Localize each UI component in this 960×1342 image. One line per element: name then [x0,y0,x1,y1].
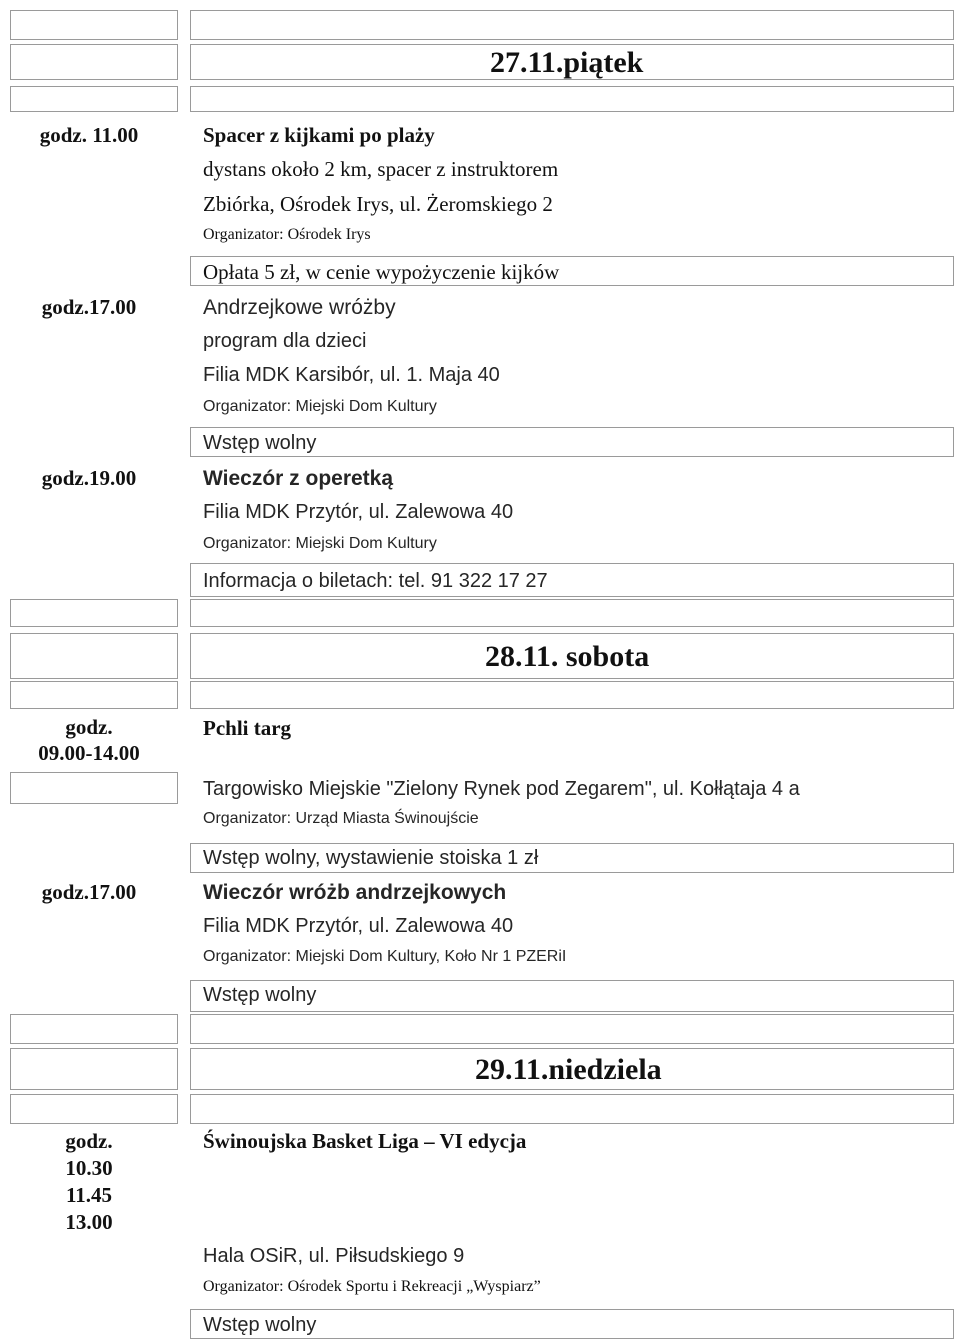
grid-cell [10,1014,178,1044]
event-time: 09.00-14.00 [38,741,140,765]
event-time: godz.17.00 [41,880,137,904]
event-organizer: Organizator: Urząd Miasta Świnoujście [203,810,479,827]
event-time: godz. 11.00 [39,123,139,147]
event-organizer: Organizator: Miejski Dom Kultury [203,398,437,415]
grid-cell [10,1094,178,1124]
event-description: program dla dzieci [203,330,367,352]
event-organizer: Organizator: Miejski Dom Kultury, Koło Nr 1 PZERiI [203,948,567,965]
event-organizer: Organizator: Ośrodek Sportu i Rekreacji „Wyspiarz” [203,1278,541,1295]
event-location: Filia MDK Przytór, ul. Zalewowa 40 [203,915,514,937]
day-heading: 27.11.piątek [490,46,644,79]
event-organizer: Organizator: Miejski Dom Kultury [203,535,437,552]
event-time: 11.45 [65,1183,113,1207]
event-entry: Wstęp wolny, wystawienie stoiska 1 zł [203,847,539,869]
event-location: Targowisko Miejskie "Zielony Rynek pod Zegarem", ul. Kołłątaja 4 a [203,778,800,800]
day-heading: 29.11.niedziela [475,1053,662,1086]
event-entry: Wstęp wolny [203,984,317,1006]
grid-cell [10,10,178,40]
event-time: godz. [65,715,113,739]
grid-cell [190,86,954,112]
event-location: Zbiórka, Ośrodek Irys, ul. Żeromskiego 2 [203,192,553,216]
event-time: 13.00 [65,1210,113,1234]
event-title: Wieczór wróżb andrzejkowych [203,881,507,904]
event-title: Świnoujska Basket Liga – VI edycja [203,1129,527,1153]
grid-cell [10,86,178,112]
grid-cell [10,681,178,709]
day-heading: 28.11. sobota [485,640,650,673]
event-entry: Opłata 5 zł, w cenie wypożyczenie kijków [203,260,560,284]
grid-cell [190,10,954,40]
event-entry: Wstęp wolny [203,432,317,454]
grid-cell [10,1048,178,1090]
event-entry: Informacja o biletach: tel. 91 322 17 27 [203,570,548,592]
event-title: Wieczór z operetką [203,467,394,490]
event-title: Pchli targ [203,716,292,740]
event-location: Hala OSiR, ul. Piłsudskiego 9 [203,1245,465,1267]
grid-cell [190,1014,954,1044]
event-title: Spacer z kijkami po plaży [203,123,435,147]
event-time: 10.30 [65,1156,113,1180]
event-description: dystans około 2 km, spacer z instruktorem [203,157,559,181]
event-time: godz. [65,1129,113,1153]
event-entry: Wstęp wolny [203,1314,317,1336]
event-organizer: Organizator: Ośrodek Irys [203,226,371,243]
event-time: godz.17.00 [41,295,137,319]
event-location: Filia MDK Przytór, ul. Zalewowa 40 [203,501,514,523]
grid-cell [10,599,178,627]
event-time: godz.19.00 [41,466,137,490]
event-title: Andrzejkowe wróżby [203,296,396,319]
grid-cell [190,1094,954,1124]
grid-cell [10,633,178,679]
grid-cell [190,681,954,709]
event-location: Filia MDK Karsibór, ul. 1. Maja 40 [203,364,500,386]
grid-cell [190,599,954,627]
grid-cell [10,772,178,804]
grid-cell [10,44,178,80]
